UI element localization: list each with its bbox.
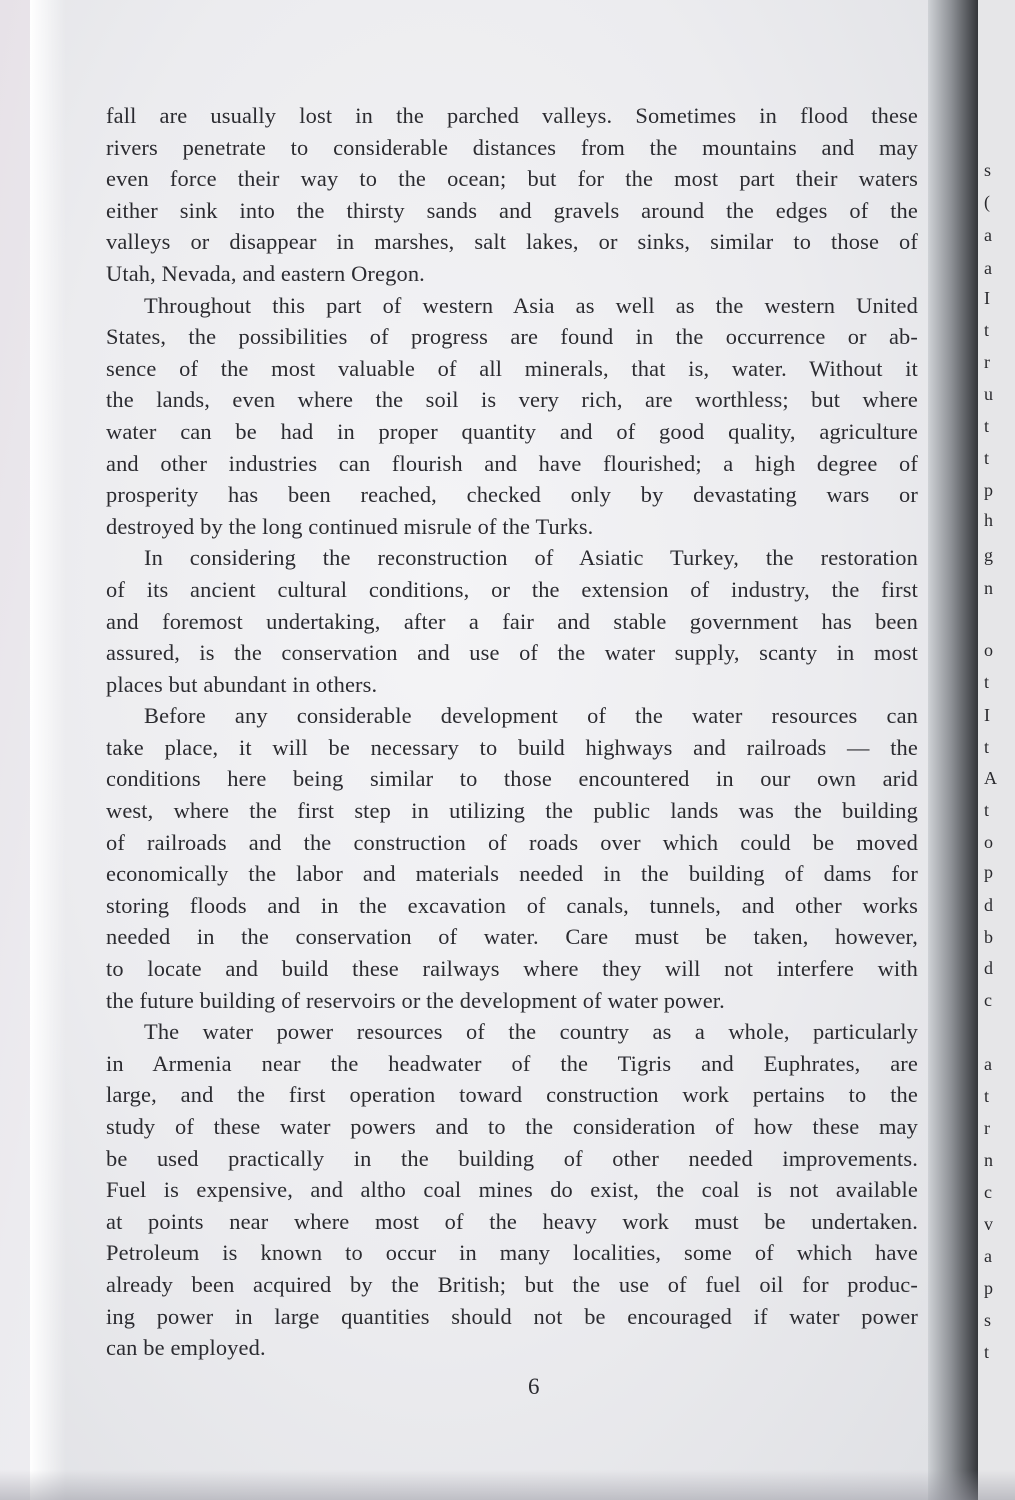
book-spine-shadow xyxy=(928,0,980,1500)
text-line: large, and the first operation toward construction work pertains to the xyxy=(106,1082,918,1108)
text-line: can be employed. xyxy=(106,1335,266,1361)
facing-page-letter: c xyxy=(984,1182,992,1202)
text-line: Utah, Nevada, and eastern Oregon. xyxy=(106,260,425,286)
text-line: States, the possibilities of progress are found in the occurrence or ab- xyxy=(106,324,918,350)
text-line: and other industries can flourish and have flourished; a high degree of xyxy=(106,450,918,476)
text-line: destroyed by the long continued misrule of the Turks. xyxy=(106,513,594,539)
facing-page-edge-text xyxy=(984,0,1015,1500)
facing-page-letter: I xyxy=(984,288,990,308)
facing-page-letter: a xyxy=(984,1246,992,1266)
text-line: The water power resources of the country as a whole, particularly xyxy=(144,1019,918,1045)
facing-page-letter: ( xyxy=(984,192,990,212)
facing-page-letter: n xyxy=(984,578,993,598)
facing-page-letter: s xyxy=(984,160,992,180)
text-line: water can be had in proper quantity and of good quality, agriculture xyxy=(106,418,918,444)
text-line: of its ancient cultural conditions, or the extension of industry, the first xyxy=(106,576,918,602)
text-line: fall are usually lost in the parched valleys. Sometimes in flood these xyxy=(106,103,918,128)
page-body-text xyxy=(106,100,918,1364)
text-line: conditions here being similar to those encountered in our own arid xyxy=(106,766,918,792)
facing-page-letter: s xyxy=(984,1310,992,1330)
facing-page-letter: c xyxy=(984,990,992,1010)
facing-page-letter: t xyxy=(984,1342,990,1362)
text-line: be used practically in the building of other needed improvements. xyxy=(106,1145,918,1171)
text-line: either sink into the thirsty sands and gravels around the edges of the xyxy=(106,197,918,223)
facing-page-letter: t xyxy=(984,416,990,436)
facing-page-letter: h xyxy=(984,510,993,530)
text-line: rivers penetrate to considerable distances from the mountains and may xyxy=(106,134,918,160)
facing-page-letter: n xyxy=(984,1150,993,1170)
facing-page-letter: t xyxy=(984,672,990,692)
bottom-shadow xyxy=(0,1470,1015,1500)
facing-page-letter: I xyxy=(984,705,990,725)
text-line: economically the labor and materials needed in the building of dams for xyxy=(106,861,918,887)
text-line: study of these water powers and to the consideration of how these may xyxy=(106,1114,918,1139)
text-line: even force their way to the ocean; but for the most part their waters xyxy=(106,166,918,192)
text-line: storing floods and in the excavation of canals, tunnels, and other works xyxy=(106,892,918,918)
text-line: Petroleum is known to occur in many localities, some of which have xyxy=(106,1240,918,1266)
facing-page-letter: p xyxy=(984,1278,993,1298)
text-line: In considering the reconstruction of Asiatic Turkey, the restoration xyxy=(144,545,918,571)
facing-page-letter: a xyxy=(984,225,992,245)
facing-page-letter: a xyxy=(984,258,992,278)
text-line: ing power in large quantities should not be encouraged if water power xyxy=(106,1303,918,1329)
text-line: west, where the first step in utilizing the public lands was the building xyxy=(106,798,918,824)
page-number: 6 xyxy=(528,1374,540,1399)
facing-page-letter: t xyxy=(984,448,990,468)
text-line: to locate and build these railways where they will not interfere with xyxy=(106,956,918,982)
facing-page-letter: o xyxy=(984,640,993,660)
facing-page-letter: r xyxy=(984,352,990,372)
text-line: take place, it will be necessary to build highways and railroads — the xyxy=(106,734,918,760)
text-line: assured, is the conservation and use of the water supply, scanty in most xyxy=(106,640,918,666)
facing-page-letter: o xyxy=(984,832,993,852)
text-line: and foremost undertaking, after a fair and stable government has been xyxy=(106,608,918,634)
facing-page-letter: r xyxy=(984,1118,990,1138)
text-line: at points near where most of the heavy work must be undertaken. xyxy=(106,1208,918,1234)
facing-page-letter: d xyxy=(984,958,993,978)
text-line: prosperity has been reached, checked only by devastating wars or xyxy=(106,482,918,508)
text-line: already been acquired by the British; but the use of fuel oil for produc- xyxy=(106,1271,918,1297)
facing-page-letter: u xyxy=(984,384,993,404)
text-line: in Armenia near the headwater of the Tigris and Euphrates, are xyxy=(106,1050,918,1076)
page-left-highlight xyxy=(30,0,66,1500)
facing-page-letter: b xyxy=(984,927,993,947)
text-line: valleys or disappear in marshes, salt lakes, or sinks, similar to those of xyxy=(106,229,918,255)
text-line: the future building of reservoirs or the development of water power. xyxy=(106,987,725,1013)
text-line: places but abundant in others. xyxy=(106,671,378,697)
facing-page-letter: t xyxy=(984,737,990,757)
text-line: Throughout this part of western Asia as well as the western United xyxy=(144,292,918,318)
facing-page-letter: t xyxy=(984,800,990,820)
facing-page-letter: t xyxy=(984,1086,990,1106)
facing-page-letter: g xyxy=(984,545,993,565)
text-line: the lands, even where the soil is very rich, are worthless; but where xyxy=(106,387,918,413)
facing-page-letter: a xyxy=(984,1054,992,1074)
text-line: of railroads and the construction of roads over which could be moved xyxy=(106,829,918,855)
facing-page-letter: p xyxy=(984,862,993,882)
text-line: Before any considerable development of the water resources can xyxy=(144,703,918,729)
text-line: sence of the most valuable of all minerals, that is, water. Without it xyxy=(106,355,918,381)
text-line: Fuel is expensive, and altho coal mines do exist, the coal is not available xyxy=(106,1177,918,1203)
facing-page-letter: t xyxy=(984,320,990,340)
text-line: needed in the conservation of water. Care must be taken, however, xyxy=(106,924,918,950)
facing-page-letter: p xyxy=(984,480,993,500)
facing-page-letter: d xyxy=(984,895,993,915)
facing-page-letter: A xyxy=(984,768,997,788)
facing-page-letter: v xyxy=(984,1214,993,1234)
